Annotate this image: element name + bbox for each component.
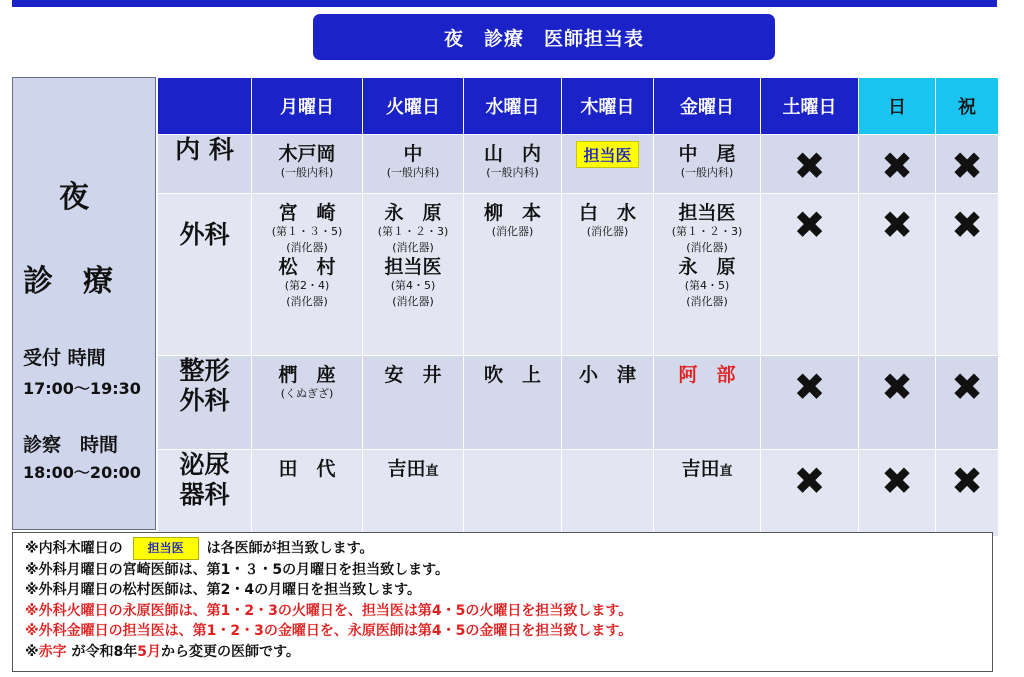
cell-naika-hol <box>936 135 999 194</box>
cell-seikei-mon: 椚 座 (くぬぎざ) <box>252 356 363 450</box>
cell-naika-wed: 山 内 (一般内科) <box>464 135 562 194</box>
note-5: ※外科金曜日の担当医は、第1・2・3の金曜日を、永原医師は第4・5の金曜日を担当致します。 <box>25 623 633 639</box>
dept-seikei: 整形 外科 <box>158 356 252 450</box>
cell-geka-tue: 永 原 (第１・２・3) (消化器) 担当医 (第4・5) (消化器) <box>363 194 464 356</box>
header-thursday: 木曜日 <box>562 78 654 135</box>
closed-mark: ✖ <box>951 459 983 503</box>
header-sunday: 日 <box>859 78 936 135</box>
cell-seikei-thu: 小 津 <box>562 356 654 450</box>
header-monday: 月曜日 <box>252 78 363 135</box>
header-saturday: 土曜日 <box>761 78 859 135</box>
cell-seikei-tue: 安 井 <box>363 356 464 450</box>
row-seikei <box>158 356 999 450</box>
cell-seikei-fri <box>654 356 761 450</box>
cell-naika-thu <box>562 135 654 194</box>
note-2: ※外科月曜日の宮崎医師は、第1・３・5の月曜日を担当致します。 <box>25 561 449 578</box>
closed-mark: ✖ <box>881 459 913 503</box>
cell-hinyo-thu <box>562 450 654 537</box>
closed-mark: ✖ <box>793 459 826 503</box>
cell-hinyo-wed <box>464 450 562 537</box>
notes-box <box>12 532 993 672</box>
closed-mark: ✖ <box>793 203 826 247</box>
shinryo-label: 診 療 <box>23 264 113 299</box>
cell-geka-thu: 白 水 (消化器) <box>562 194 654 356</box>
cell-hinyo-tue: 吉田直 <box>363 450 464 537</box>
header-wednesday: 水曜日 <box>464 78 562 135</box>
cell-seikei-wed: 吹 上 <box>464 356 562 450</box>
note-6: ※赤字 が令和8年5月から変更の医師です。 <box>25 643 300 660</box>
cell-hinyo-hol <box>936 450 999 537</box>
consultation-time-value: 18:00〜20:00 <box>23 463 141 482</box>
cell-geka-mon: 宮 崎 (第１・３・5) (消化器) 松 村 (第2・4) (消化器) <box>252 194 363 356</box>
night-label: 夜 <box>59 180 89 215</box>
tantoui-badge: 担当医 <box>576 141 638 168</box>
cell-naika-fri: 中 尾 (一般内科) <box>654 135 761 194</box>
closed-mark: ✖ <box>951 203 983 247</box>
header-row <box>158 78 999 135</box>
closed-mark: ✖ <box>951 365 983 409</box>
cell-naika-sat <box>761 135 859 194</box>
cell-geka-sat <box>761 194 859 356</box>
closed-mark: ✖ <box>881 203 913 247</box>
tantoui-badge-note: 担当医 <box>133 537 199 560</box>
cell-hinyo-sat <box>761 450 859 537</box>
reception-time-value: 17:00〜19:30 <box>23 379 141 398</box>
page-title: 夜 診療 医師担当表 <box>313 14 775 60</box>
closed-mark: ✖ <box>881 144 913 188</box>
cell-seikei-sat <box>761 356 859 450</box>
row-hinyo <box>158 450 999 537</box>
dept-geka: 外科 <box>158 194 252 356</box>
closed-mark: ✖ <box>793 365 826 409</box>
schedule-table <box>157 77 999 537</box>
consultation-time-label: 診察 時間 <box>23 434 119 456</box>
cell-hinyo-sun <box>859 450 936 537</box>
side-panel <box>12 77 156 530</box>
note-1: ※内科木曜日の 担当医 は各医師が担当致します。 <box>25 537 982 560</box>
row-naika <box>158 135 999 194</box>
header-blank <box>158 78 252 135</box>
cell-seikei-hol <box>936 356 999 450</box>
header-tuesday: 火曜日 <box>363 78 464 135</box>
header-holiday: 祝 <box>936 78 999 135</box>
row-geka <box>158 194 999 356</box>
note-4: ※外科火曜日の永原医師は、第1・2・3の火曜日を、担当医は第4・5の火曜日を担当致します。 <box>25 602 633 619</box>
cell-geka-hol <box>936 194 999 356</box>
cell-geka-sun <box>859 194 936 356</box>
changed-doctor: 阿 部 <box>678 364 736 386</box>
header-friday: 金曜日 <box>654 78 761 135</box>
closed-mark: ✖ <box>793 144 826 188</box>
top-bar <box>12 0 997 7</box>
closed-mark: ✖ <box>951 144 983 188</box>
dept-hinyo: 泌尿 器科 <box>158 450 252 537</box>
note-3: ※外科月曜日の松村医師は、第2・4の月曜日を担当致します。 <box>25 582 421 598</box>
dept-naika: 内 科 <box>158 135 252 194</box>
cell-geka-wed: 柳 本 (消化器) <box>464 194 562 356</box>
cell-geka-fri: 担当医 (第１・２・3) (消化器) 永 原 (第4・5) (消化器) <box>654 194 761 356</box>
cell-naika-tue: 中 (一般内科) <box>363 135 464 194</box>
cell-hinyo-mon: 田 代 <box>252 450 363 537</box>
cell-naika-mon: 木戸岡 (一般内科) <box>252 135 363 194</box>
cell-hinyo-fri: 吉田直 <box>654 450 761 537</box>
cell-naika-sun <box>859 135 936 194</box>
reception-time-label: 受付 時間 <box>23 347 106 369</box>
cell-seikei-sun <box>859 356 936 450</box>
closed-mark: ✖ <box>881 365 913 409</box>
